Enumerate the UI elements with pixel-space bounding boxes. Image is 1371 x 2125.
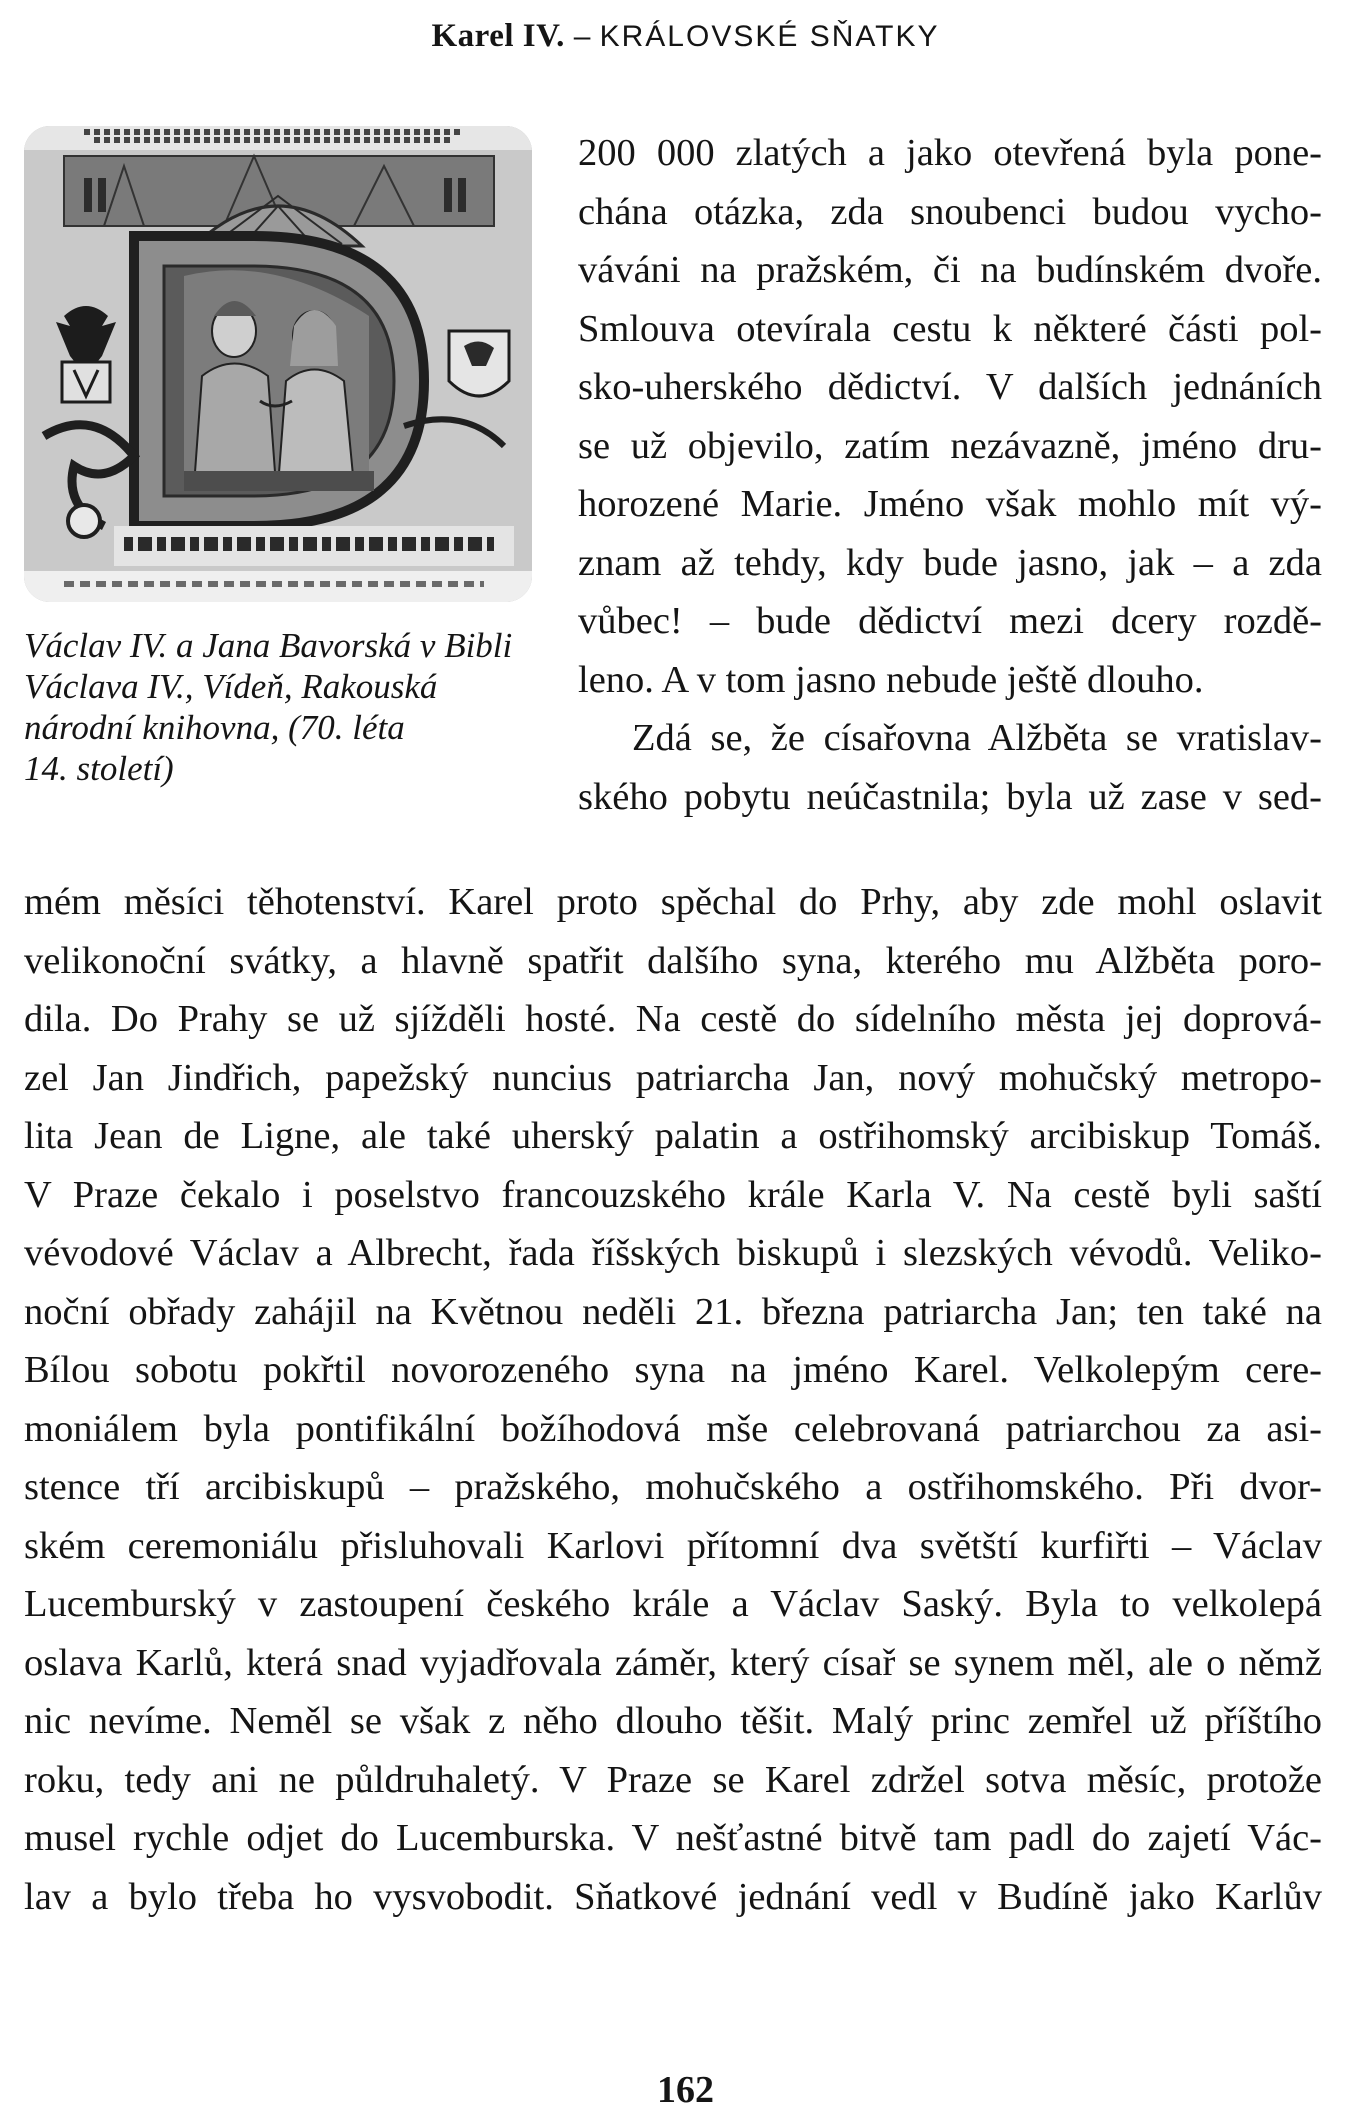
caption-line: Václava IV., Vídeň, Rakouská — [24, 667, 438, 706]
text-line: 200 000 zlatých a jako otevřená byla pone- — [578, 132, 1322, 174]
text-line: musel rychle odjet do Lucemburska. V nešťastné bitvě tam padl do zajetí Vác- — [24, 1817, 1322, 1859]
text-line: Lucemburský v zastoupení českého krále a Václav Saský. Byla to velkolepá — [24, 1583, 1322, 1625]
text-line: znam až tehdy, kdy bude jasno, jak – a zda — [578, 541, 1322, 584]
text-line: Bílou sobotu pokřtil novorozeného syna na jméno Karel. Velkolepým cere- — [24, 1349, 1322, 1391]
running-head — [0, 16, 1371, 57]
paragraph-start-line: Zdá se, že císařovna Alžběta se vratislav- — [632, 717, 1322, 759]
text-line: moniálem byla pontifikální božíhodová mše celebrovaná patriarchou za asi- — [24, 1407, 1322, 1450]
text-line: chána otázka, zda snoubenci budou vycho- — [578, 190, 1322, 233]
text-line: vůbec! – bude dědictví mezi dcery rozdě- — [578, 600, 1322, 642]
text-line: vévodové Václav a Albrecht, řada říšských biskupů i slezských vévodů. Veliko- — [24, 1232, 1322, 1274]
text-line: zel Jan Jindřich, papežský nuncius patriarcha Jan, nový mohučský metropo- — [24, 1056, 1322, 1099]
header-subtitle: KRÁLOVSKÉ SŇATKY — [599, 20, 940, 53]
text-line: ském ceremoniálu přisluhovali Karlovi přítomní dva světští kurfiřti – Václav — [24, 1524, 1322, 1567]
header-separator: – — [573, 20, 591, 53]
text-line: noční obřady zahájil na Květnou neděli 21. března patriarcha Jan; ten také na — [24, 1290, 1322, 1333]
text-line: stence tří arcibiskupů – pražského, mohučského a ostřihomského. Při dvor- — [24, 1466, 1322, 1508]
page-number: 162 — [657, 2069, 714, 2111]
text-line: dila. Do Prahy se už sjížděli hosté. Na cestě do sídelního města jej doprová- — [24, 998, 1322, 1040]
caption-line: 14. století) — [24, 749, 174, 788]
text-line: roku, tedy ani ne půldruhaletý. V Praze se Karel zdržel sotva měsíc, protože — [24, 1758, 1322, 1801]
caption-line: národní knihovna, (70. léta — [24, 708, 405, 747]
caption-line: Václav IV. a Jana Bavorská v Bibli — [24, 626, 513, 665]
text-line: lav a bylo třeba ho vysvobodit. Sňatkové jednání vedl v Budíně jako Karlův — [24, 1875, 1322, 1918]
text-line: oslava Karlů, která snad vyjadřovala záměr, který císař se synem měl, ale o němž — [24, 1641, 1322, 1684]
manuscript-illustration — [24, 126, 532, 602]
text-line: nic nevíme. Neměl se však z něho dlouho těšit. Malý princ zemřel už příštího — [24, 1700, 1322, 1742]
figure-caption — [24, 625, 534, 789]
body-text — [24, 873, 1322, 1926]
text-line: horozené Marie. Jméno však mohlo mít vý- — [578, 483, 1322, 525]
text-line: Smlouva otevírala cestu k některé části pol- — [578, 307, 1322, 350]
text-line: lita Jean de Ligne, ale také uherský palatin a ostřihomský arcibiskup Tomáš. — [24, 1115, 1322, 1157]
text-line: se už objevilo, zatím nezávazně, jméno dru- — [578, 424, 1322, 467]
illuminated-manuscript-image — [24, 126, 532, 602]
text-line: V Praze čekalo i poselstvo francouzského krále Karla V. Na cestě byli saští — [24, 1173, 1322, 1216]
text-line: ského pobytu neúčastnila; byla už zase v sed- — [578, 775, 1322, 818]
text-line: sko-uherského dědictví. V dalších jednáních — [578, 366, 1322, 408]
column-text — [578, 124, 1322, 826]
header-title: Karel IV. — [431, 18, 565, 54]
text-line: mém měsíci těhotenství. Karel proto spěchal do Prhy, aby zde mohl oslavit — [24, 881, 1322, 923]
paragraph-end-line: leno. A v tom jasno nebude ještě dlouho. — [578, 658, 1204, 701]
text-line: váváni na pražském, či na budínském dvoře. — [578, 249, 1322, 291]
text-line: velikonoční svátky, a hlavně spatřit dalšího syna, kterého mu Alžběta poro- — [24, 939, 1322, 982]
